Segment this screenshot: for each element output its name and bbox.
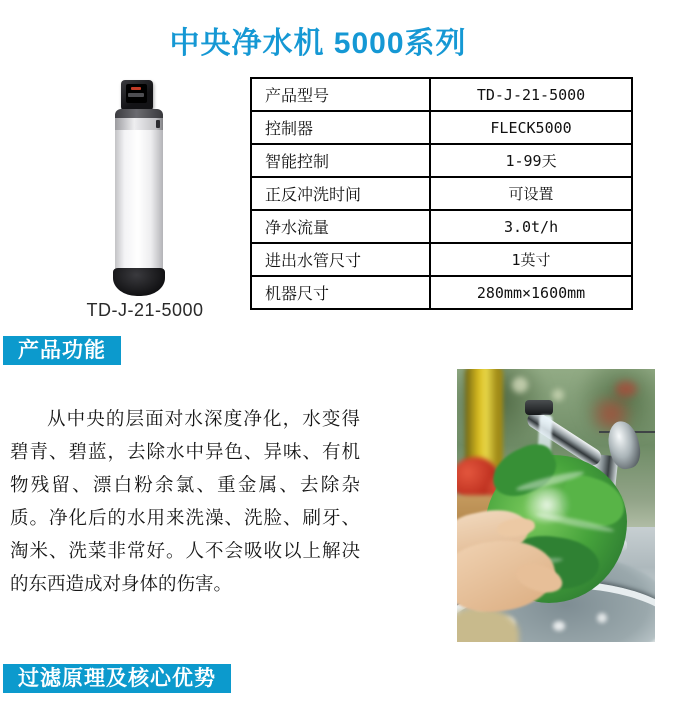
product-photo: [112, 80, 168, 296]
product-model-label: TD-J-21-5000: [86, 300, 204, 320]
control-valve-head: [121, 80, 153, 111]
tank-brand-band: [115, 118, 163, 130]
spec-label-cell: 智能控制: [251, 144, 430, 177]
photo-water-splash: [521, 487, 573, 523]
spec-label-cell: 控制器: [251, 111, 430, 144]
photo-flowers: [615, 381, 637, 397]
spec-value-cell: 1英寸: [430, 243, 632, 276]
table-row: [251, 210, 632, 243]
control-valve-display: [128, 93, 144, 97]
spec-value-cell: TD-J-21-5000: [430, 78, 632, 111]
table-row: [251, 276, 632, 309]
table-row: [251, 243, 632, 276]
photo-water-sparkle: [597, 613, 607, 623]
tank-top-cap: [115, 109, 163, 118]
spec-label-cell: 正反冲洗时间: [251, 177, 430, 210]
spec-label-cell: 产品型号: [251, 78, 430, 111]
spec-value-cell: 可设置: [430, 177, 632, 210]
section-heading-principle: 过滤原理及核心优势: [3, 664, 231, 693]
kitchen-washing-photo: [457, 369, 655, 642]
table-row: [251, 144, 632, 177]
tank-base: [113, 268, 165, 296]
spec-label-cell: 净水流量: [251, 210, 430, 243]
page-title: 中央净水机 5000系列: [169, 27, 467, 60]
spec-table: [250, 77, 633, 310]
photo-faucet-tip: [525, 400, 553, 415]
spec-value-cell: 280mm×1600mm: [430, 276, 632, 309]
photo-light-spot: [552, 389, 564, 401]
control-valve-panel: [126, 84, 147, 103]
spec-label-cell: 机器尺寸: [251, 276, 430, 309]
photo-oil-bottle: [465, 369, 503, 469]
spec-label-cell: 进出水管尺寸: [251, 243, 430, 276]
spec-value-cell: 3.0t/h: [430, 210, 632, 243]
section-heading-features: 产品功能: [3, 336, 121, 365]
spec-value-cell: FLECK5000: [430, 111, 632, 144]
table-row: [251, 111, 632, 144]
control-valve-led: [131, 87, 141, 90]
feature-description: 从中央的层面对水深度净化，水变得碧青、碧蓝，去除水中异色、异味、有机物残留、漂白粉余氯、重金属、去除杂质。净化后的水用来洗澡、洗脸、刷牙、淘米、洗菜非常好。人不会吸收以上解决的东西造成对身体的伤害。: [10, 408, 360, 594]
photo-light-spot: [512, 377, 528, 393]
table-row: [251, 177, 632, 210]
photo-water-sparkle: [553, 621, 565, 631]
tank-port: [156, 120, 160, 128]
table-row: [251, 78, 632, 111]
tank-body: [115, 130, 163, 270]
spec-value-cell: 1-99天: [430, 144, 632, 177]
